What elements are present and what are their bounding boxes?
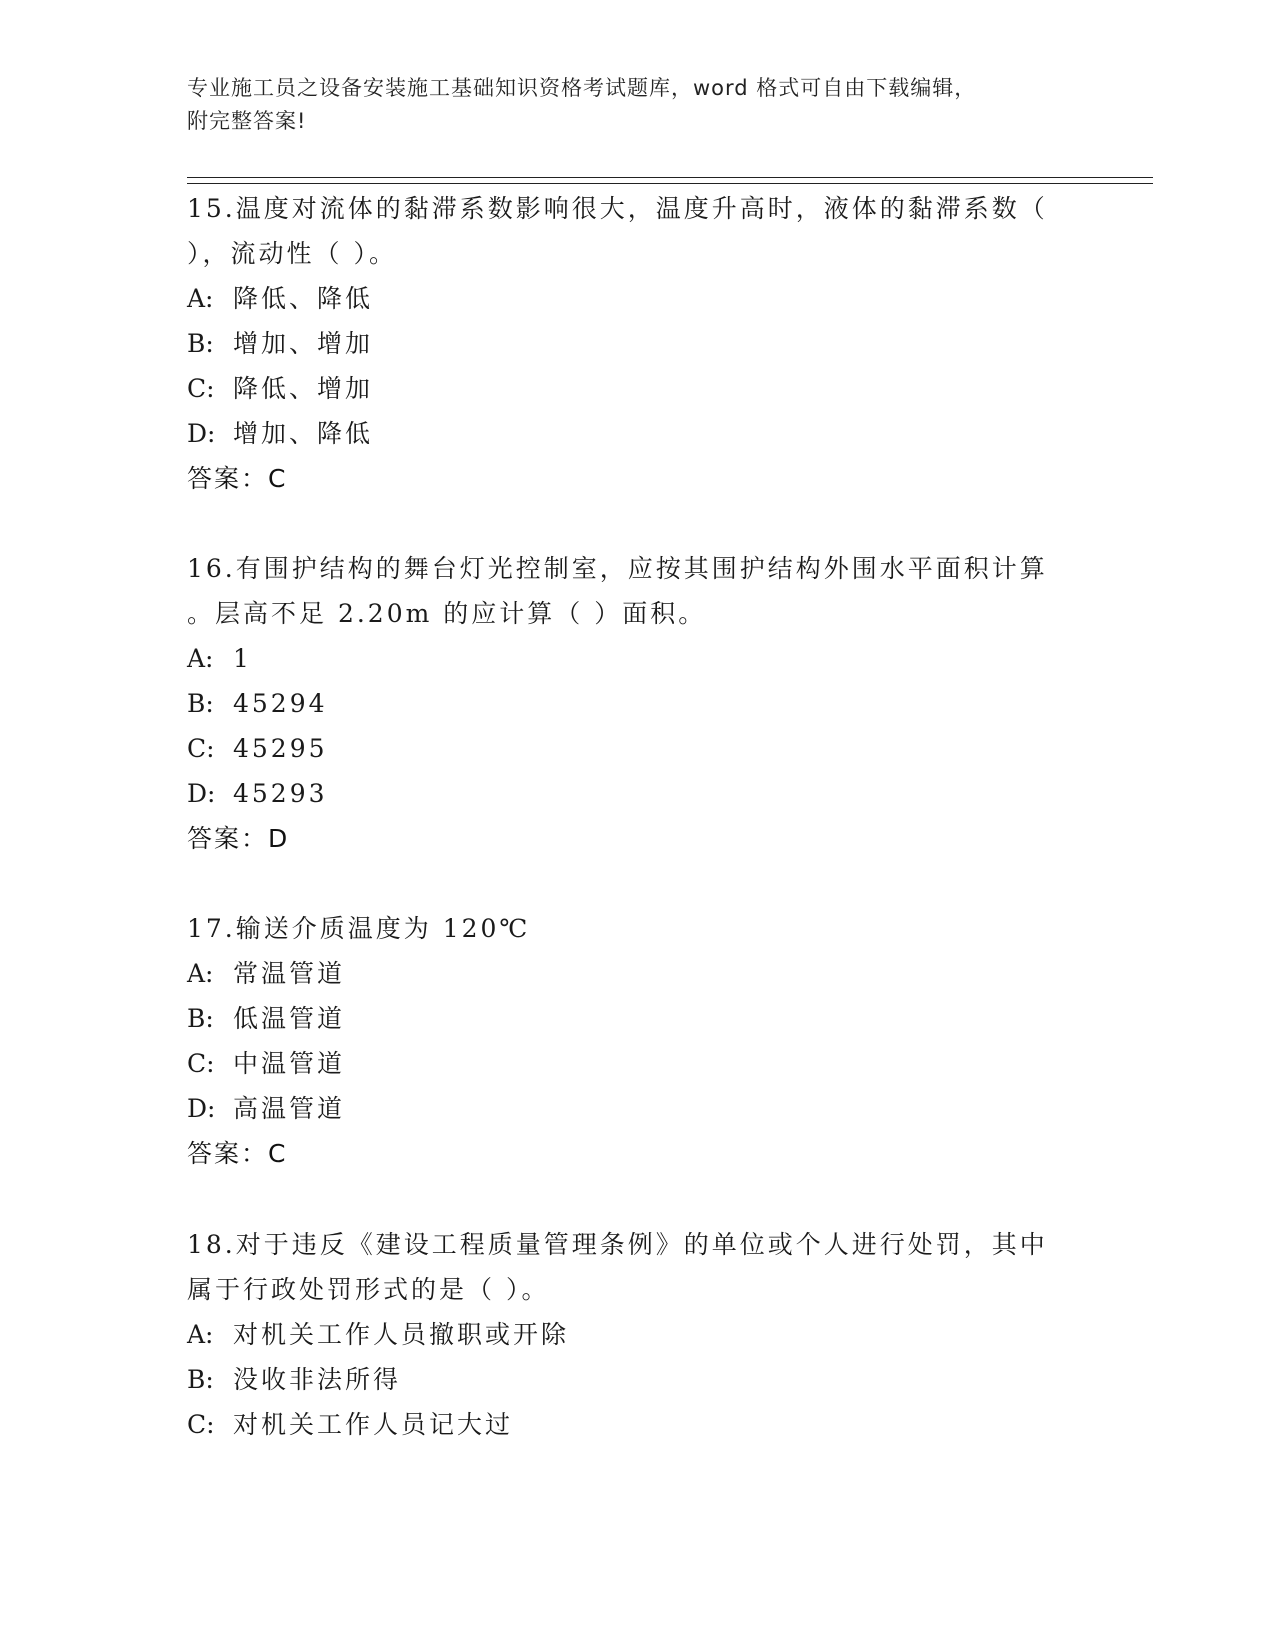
option-a bbox=[187, 1312, 1087, 1357]
option-b bbox=[187, 996, 1087, 1041]
option-text: 45294 bbox=[233, 689, 328, 718]
document-header bbox=[187, 72, 1067, 138]
option-text: 高温管道 bbox=[233, 1094, 346, 1123]
option-text: 1 bbox=[233, 644, 252, 673]
question-text-line-2: ），流动性（ ）。 bbox=[187, 239, 397, 268]
option-text: 增加、增加 bbox=[233, 329, 374, 358]
option-text: 45293 bbox=[233, 779, 328, 808]
question-text-line-1: 18.对于违反《建设工程质量管理条例》的单位或个人进行处罚，其中 bbox=[187, 1230, 1048, 1259]
option-d bbox=[187, 771, 1087, 816]
question-text-line-2: 。层高不足 2.20m 的应计算（ ）面积。 bbox=[187, 599, 707, 628]
option-d bbox=[187, 411, 1087, 456]
option-letter: D: bbox=[187, 419, 216, 448]
option-letter: C: bbox=[187, 1049, 215, 1078]
option-text: 常温管道 bbox=[233, 959, 346, 988]
header-title-line-1: 专业施工员之设备安装施工基础知识资格考试题库，word 格式可自由下载编辑， bbox=[187, 76, 977, 100]
question-15 bbox=[187, 186, 1087, 501]
option-letter: D: bbox=[187, 1094, 216, 1123]
header-divider-bottom bbox=[187, 183, 1153, 184]
option-c bbox=[187, 1041, 1087, 1086]
option-text: 中温管道 bbox=[233, 1049, 346, 1078]
header-title-line-2: 附完整答案! bbox=[187, 109, 307, 133]
option-d bbox=[187, 1086, 1087, 1131]
option-b bbox=[187, 321, 1087, 366]
option-a bbox=[187, 276, 1087, 321]
option-letter: A: bbox=[187, 959, 214, 988]
option-letter: A: bbox=[187, 284, 214, 313]
option-letter: B: bbox=[187, 1365, 214, 1394]
option-text: 增加、降低 bbox=[233, 419, 374, 448]
option-c bbox=[187, 1402, 1087, 1447]
option-text: 没收非法所得 bbox=[233, 1365, 402, 1394]
option-letter: B: bbox=[187, 1004, 214, 1033]
option-text: 45295 bbox=[233, 734, 328, 763]
option-text: 降低、增加 bbox=[233, 374, 374, 403]
option-letter: C: bbox=[187, 374, 215, 403]
question-text-line-1: 17.输送介质温度为 120℃ bbox=[187, 914, 531, 943]
option-letter: A: bbox=[187, 1320, 214, 1349]
question-text-line-2: 属于行政处罚形式的是（ ）。 bbox=[187, 1275, 550, 1304]
answer-label: 答案：C bbox=[187, 1139, 288, 1168]
option-text: 低温管道 bbox=[233, 1004, 346, 1033]
option-letter: D: bbox=[187, 779, 216, 808]
option-text: 降低、降低 bbox=[233, 284, 374, 313]
option-text: 对机关工作人员记大过 bbox=[233, 1410, 514, 1439]
option-b bbox=[187, 1357, 1087, 1402]
option-letter: C: bbox=[187, 1410, 215, 1439]
question-17 bbox=[187, 906, 1087, 1176]
question-text-line-1: 16.有围护结构的舞台灯光控制室，应按其围护结构外围水平面积计算 bbox=[187, 554, 1048, 583]
option-c bbox=[187, 726, 1087, 771]
option-c bbox=[187, 366, 1087, 411]
question-18 bbox=[187, 1222, 1087, 1447]
option-letter: B: bbox=[187, 329, 214, 358]
header-divider-top bbox=[187, 177, 1153, 178]
answer-label: 答案：D bbox=[187, 824, 290, 853]
question-text-line-1: 15.温度对流体的黏滞系数影响很大，温度升高时，液体的黏滞系数（ bbox=[187, 194, 1048, 223]
question-16 bbox=[187, 546, 1087, 861]
option-text: 对机关工作人员撤职或开除 bbox=[233, 1320, 570, 1349]
option-a bbox=[187, 636, 1087, 681]
option-b bbox=[187, 681, 1087, 726]
option-letter: B: bbox=[187, 689, 214, 718]
option-letter: C: bbox=[187, 734, 215, 763]
option-letter: A: bbox=[187, 644, 214, 673]
answer-label: 答案：C bbox=[187, 464, 288, 493]
option-a bbox=[187, 951, 1087, 996]
